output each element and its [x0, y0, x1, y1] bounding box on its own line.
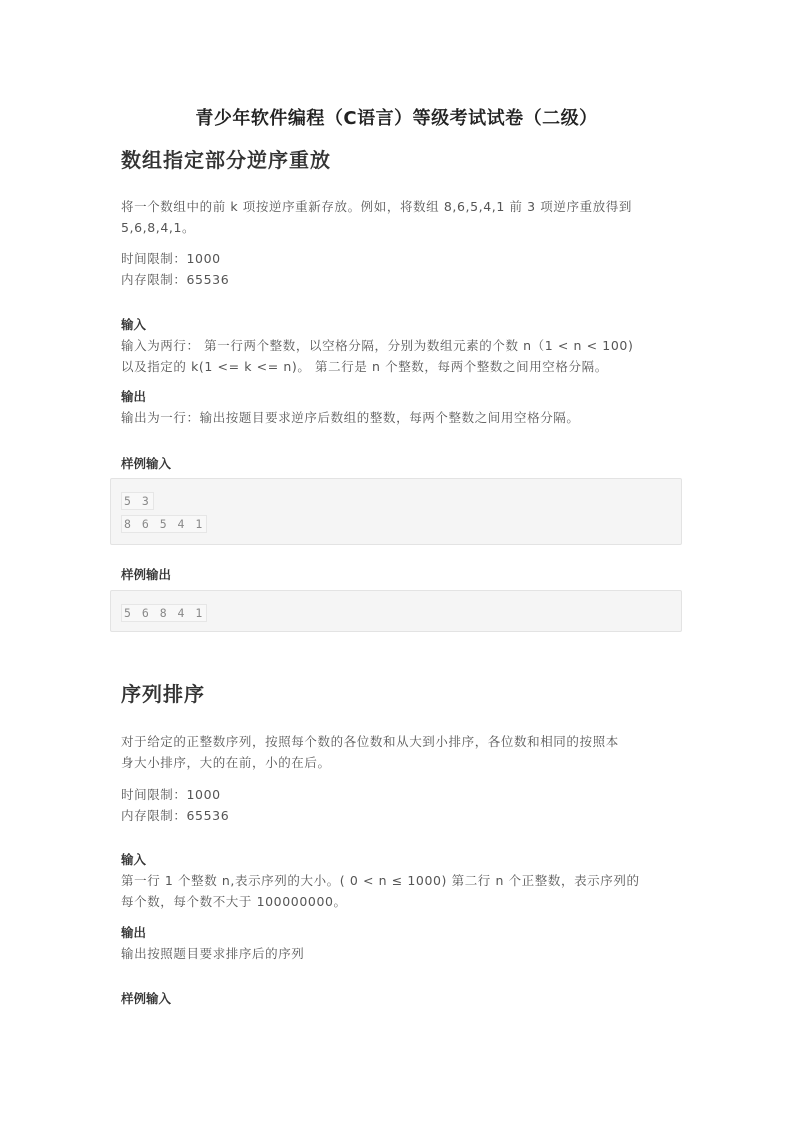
input-label: 输入: [121, 852, 147, 867]
output-label: 输出: [121, 925, 147, 940]
sample-input-codebox: [110, 478, 682, 545]
code-line: [121, 601, 671, 624]
time-limit: 时间限制：1000: [121, 787, 221, 802]
code-text: 5 3: [121, 492, 154, 510]
problem-2-description: [121, 731, 687, 773]
sample-output-label: 样例输出: [121, 567, 172, 582]
time-limit: 时间限制：1000: [121, 251, 221, 266]
memory-limit: 内存限制：65536: [121, 272, 230, 287]
output-label: 输出: [121, 389, 147, 404]
description-line: 对于给定的正整数序列，按照每个数的各位数和从大到小排序，各位数和相同的按照本: [121, 734, 619, 749]
input-description-line: 每个数，每个数不大于 100000000。: [121, 894, 347, 909]
document-title: 青少年软件编程（C语言）等级考试试卷（二级）: [195, 108, 598, 129]
memory-limit: 内存限制：65536: [121, 808, 230, 823]
description-line: 将一个数组中的前 k 项按逆序重新存放。例如，将数组 8,6,5,4,1 前 3 项逆序重放得到: [121, 199, 632, 214]
sample-output-codebox: [110, 590, 682, 632]
code-line: [121, 512, 671, 535]
problem-title: 序列排序: [121, 682, 205, 706]
code-text: 5 6 8 4 1: [121, 604, 207, 622]
problem-1-limits: [121, 248, 687, 290]
problem-2-title-block: [121, 680, 687, 708]
sample-input-label: 样例输入: [121, 991, 172, 1006]
input-description-line: 第一行 1 个整数 n,表示序列的大小。( 0 < n ≤ 1000) 第二行 n 个正整数，表示序列的: [121, 873, 640, 888]
input-label: 输入: [121, 317, 147, 332]
problem-1-title-block: [121, 146, 687, 174]
input-description-line: 输入为两行： 第一行两个整数，以空格分隔，分别为数组元素的个数 n（1 < n < 100): [121, 338, 634, 353]
description-line: 身大小排序，大的在前，小的在后。: [121, 755, 331, 770]
output-description-line: 输出为一行：输出按题目要求逆序后数组的整数，每两个整数之间用空格分隔。: [121, 410, 580, 425]
problem-2-output: [121, 922, 687, 964]
code-text: 8 6 5 4 1: [121, 515, 207, 533]
input-description-line: 以及指定的 k(1 <= k <= n)。 第二行是 n 个整数，每两个整数之间用空格分隔。: [121, 359, 608, 374]
problem-2-input: [121, 849, 687, 912]
problem-1-output: [121, 386, 687, 428]
description-line: 5,6,8,4,1。: [121, 220, 196, 235]
code-line: [121, 489, 671, 512]
problem-2-sample-input-heading: [121, 988, 687, 1009]
problem-2-limits: [121, 784, 687, 826]
problem-1-description: [121, 196, 687, 238]
problem-1-input: [121, 314, 687, 377]
sample-input-label: 样例输入: [121, 456, 172, 471]
output-description-line: 输出按照题目要求排序后的序列: [121, 946, 305, 961]
problem-1-sample-output-heading: [121, 564, 687, 585]
problem-title: 数组指定部分逆序重放: [121, 148, 331, 172]
problem-1-sample-input-heading: [121, 453, 687, 474]
